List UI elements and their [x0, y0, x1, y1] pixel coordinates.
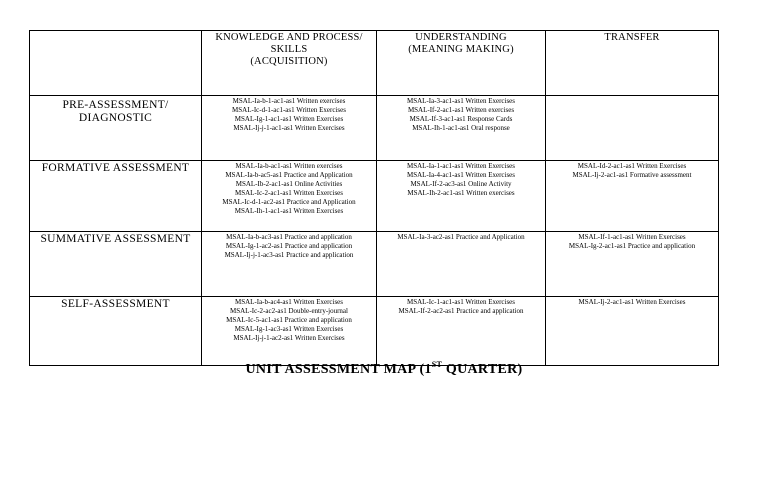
header-knowledge-line: SKILLS — [270, 44, 308, 55]
unit-assessment-map-table — [29, 30, 719, 366]
page-title — [0, 362, 768, 378]
row-label-line: PRE-ASSESSMENT/ — [62, 99, 169, 111]
header-knowledge — [202, 31, 377, 96]
cell-entry: MSAL-Ij-2-ac1-as1 Formative assessment — [572, 171, 692, 179]
cell-entry: MSAL-Ij-j-1-ac2-as1 Written Exercises — [233, 334, 345, 342]
cell-entry: MSAL-Ia-b-ac4-as1 Written Exercises — [234, 298, 344, 306]
cell-entry: MSAL-Ic-5-ac1-as1 Practice and application — [226, 316, 352, 324]
cell-entry: MSAL-Ia-b-1-ac1-as1 Written exercises — [232, 97, 346, 105]
cell-summative-knowledge — [202, 232, 377, 297]
cell-entry: MSAL-Ic-2-ac2-as1 Double-entry-journal — [230, 307, 348, 315]
title-main: UNIT ASSESSMENT MAP (1 — [245, 362, 432, 377]
cell-entry: MSAL-Ia-b-ac1-as1 Written exercises — [235, 162, 343, 170]
header-understanding-line: UNDERSTANDING — [415, 32, 507, 43]
cell-self-understanding — [377, 297, 546, 366]
cell-entry: MSAL-Ig-2-ac1-as1 Practice and application — [568, 242, 696, 250]
cell-entry: MSAL-Ic-1-ac1-as1 Written Exercises — [406, 298, 516, 306]
row-label-summative-assessment — [30, 232, 202, 297]
row-label-self-assessment — [30, 297, 202, 366]
header-transfer — [546, 31, 719, 96]
row-pre-assessment — [30, 96, 719, 161]
header-transfer-line: TRANSFER — [604, 32, 660, 43]
cell-formative-knowledge — [202, 161, 377, 232]
cell-entry: MSAL-Ia-b-ac5-as1 Practice and Application — [225, 171, 353, 179]
cell-entry: MSAL-Ig-1-ac1-as1 Written Exercises — [234, 115, 344, 123]
cell-entry: MSAL-Ij-2-ac1-as1 Written Exercises — [578, 298, 686, 306]
row-label-line: FORMATIVE ASSESSMENT — [41, 162, 190, 174]
cell-formative-understanding — [377, 161, 546, 232]
cell-entry: MSAL-Ic-d-1-ac1-as1 Written Exercises — [232, 106, 346, 114]
cell-entry: MSAL-Ia-1-ac1-as1 Written Exercises — [406, 162, 516, 170]
cell-entry: MSAL-If-3-ac1-as1 Response Cards — [409, 115, 513, 123]
row-label-line: SUMMATIVE ASSESSMENT — [40, 233, 191, 245]
cell-self-knowledge — [202, 297, 377, 366]
header-understanding — [377, 31, 546, 96]
cell-entry: MSAL-Ig-1-ac2-as1 Practice and application — [225, 242, 353, 250]
cell-entry: MSAL-If-2-ac1-as1 Written exercises — [407, 106, 515, 114]
cell-entry: MSAL-If-2-ac3-as1 Online Activity — [410, 180, 512, 188]
title-superscript: ST — [431, 360, 443, 369]
cell-pre-transfer — [546, 96, 719, 161]
cell-entry: MSAL-Ig-1-ac3-as1 Written Exercises — [234, 325, 344, 333]
title-end: QUARTER) — [442, 362, 523, 377]
header-empty-cell — [30, 31, 202, 96]
row-label-line: DIAGNOSTIC — [78, 112, 153, 124]
row-label-line: SELF-ASSESSMENT — [61, 298, 170, 310]
cell-entry: MSAL-Ic-d-1-ac2-as1 Practice and Application — [222, 198, 356, 206]
cell-entry: MSAL-Ia-b-ac3-as1 Practice and application — [226, 233, 352, 241]
header-knowledge-line: (ACQUISITION) — [250, 56, 328, 67]
cell-entry: MSAL-Ia-4-ac1-as1 Written Exercises — [406, 171, 516, 179]
header-understanding-line: (MEANING MAKING) — [408, 44, 514, 55]
row-summative-assessment — [30, 232, 719, 297]
cell-entry: MSAL-If-2-ac2-as1 Practice and application — [398, 307, 524, 315]
cell-pre-knowledge — [202, 96, 377, 161]
row-label-pre-assessment — [30, 96, 202, 161]
cell-summative-understanding — [377, 232, 546, 297]
cell-formative-transfer — [546, 161, 719, 232]
cell-entry: MSAL-Ia-3-ac2-as1 Practice and Application — [397, 233, 525, 241]
cell-entry: MSAL-Ih-1-ac1-as1 Written Exercises — [234, 207, 344, 215]
row-self-assessment — [30, 297, 719, 366]
cell-entry: MSAL-Ij-j-1-ac1-as1 Written Exercises — [233, 124, 345, 132]
row-formative-assessment — [30, 161, 719, 232]
header-row — [30, 31, 719, 96]
cell-pre-understanding — [377, 96, 546, 161]
cell-entry: MSAL-Ia-3-ac1-as1 Written Exercises — [406, 97, 516, 105]
cell-entry: MSAL-Ib-2-ac1-as1 Online Activities — [235, 180, 343, 188]
cell-entry: MSAL-Ic-2-ac1-as1 Written Exercises — [234, 189, 344, 197]
cell-entry: MSAL-Id-2-ac1-as1 Written Exercises — [577, 162, 687, 170]
header-knowledge-line: KNOWLEDGE AND PROCESS/ — [215, 32, 363, 43]
cell-summative-transfer — [546, 232, 719, 297]
cell-entry: MSAL-Ij-j-1-ac3-as1 Practice and application — [224, 251, 354, 259]
row-label-formative-assessment — [30, 161, 202, 232]
cell-entry: MSAL-Ih-1-ac1-as1 Oral response — [412, 124, 510, 132]
cell-entry: MSAL-If-1-ac1-as1 Written Exercises — [578, 233, 686, 241]
cell-entry: MSAL-Ih-2-ac1-as1 Written exercises — [407, 189, 515, 197]
cell-self-transfer — [546, 297, 719, 366]
